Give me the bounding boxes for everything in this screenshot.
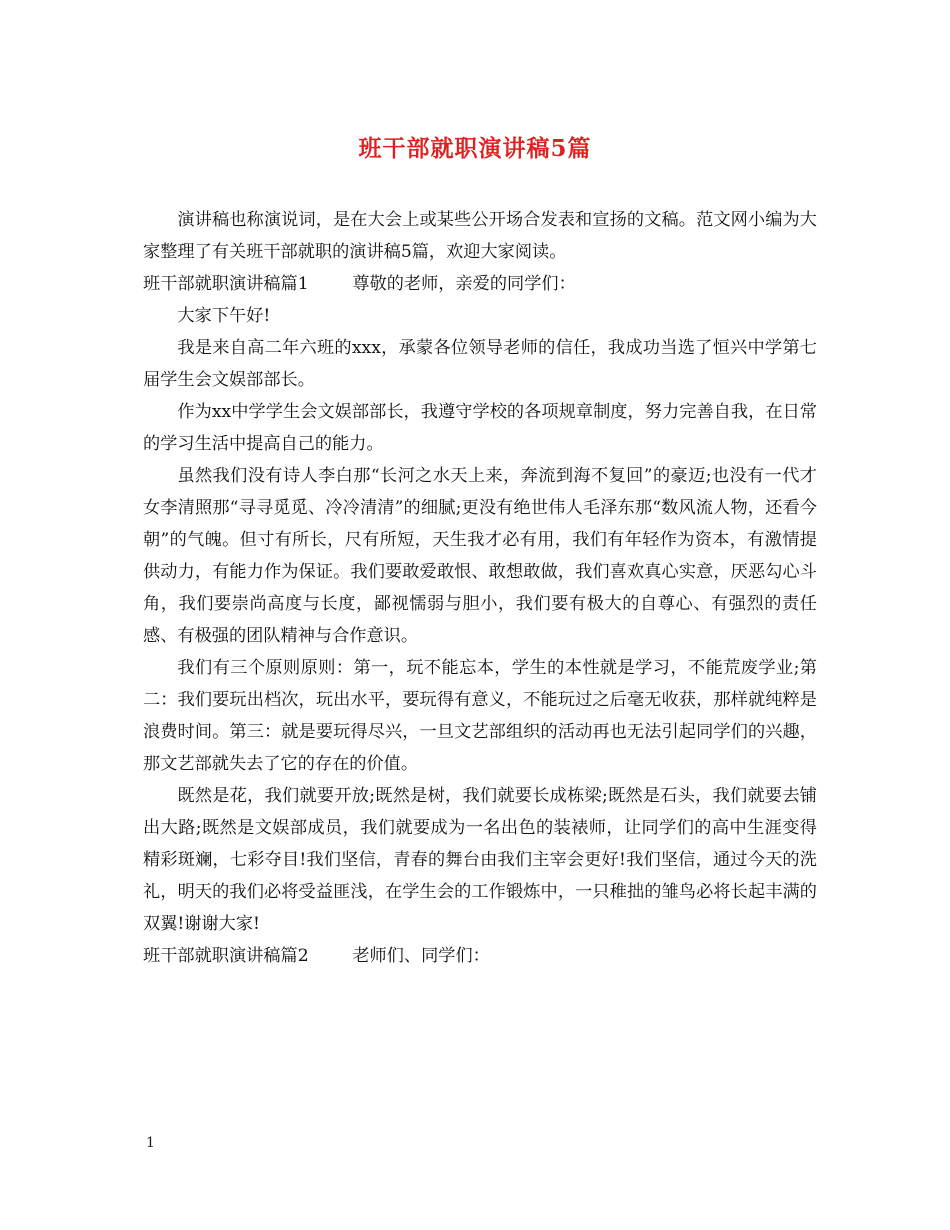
page-number: 1 [146,1135,155,1151]
section-label: 班干部就职演讲稿篇2 [143,946,309,966]
section-salutation: 老师们、同学们： [352,946,490,966]
paragraph: 虽然我们没有诗人李白那“长河之水天上来，奔流到海不复回”的豪迈;也没有一代才女李清照那“寻寻觅觅、冷冷清清”的细腻;更没有绝世伟人毛泽东那“数风流人物，还看今朝”的气魄。但寸有所长，尺有所短，天生我才必有用，我们有年轻作为资本，有激情提供动力，有能力作为保证。我们要敢爱敢恨、敢想敢做，我们喜欢真心实意，厌恶勾心斗角，我们要崇尚高度与长度，鄙视懦弱与胆小，我们要有极大的自尊心、有强烈的责任感、有极强的团队精神与合作意识。 [143,466,817,646]
paragraph: 演讲稿也称演说词，是在大会上或某些公开场合发表和宣扬的文稿。范文网小编为大家整理了有关班干部就职的演讲稿5篇，欢迎大家阅读。 [143,210,817,262]
document-title: 班干部就职演讲稿5篇 [358,135,592,162]
paragraph: 既然是花，我们就要开放;既然是树，我们就要长成栋梁;既然是石头，我们就要去铺出大路;既然是文娱部成员，我们就要成为一名出色的装裱师，让同学们的高中生涯变得精彩斑斓，七彩夺目!我们坚信，青春的舞台由我们主宰会更好!我们坚信，通过今天的洗礼，明天的我们必将受益匪浅，在学生会的工作锻炼中，一只稚拙的雏鸟必将长起丰满的双翼!谢谢大家! [143,786,817,934]
paragraph: 作为xx中学学生会文娱部部长，我遵守学校的各项规章制度，努力完善自我，在日常的学习生活中提高自己的能力。 [143,402,817,454]
section-heading [143,268,817,300]
section-heading [143,940,817,972]
paragraph: 大家下午好! [177,306,271,326]
document-body [143,204,817,972]
paragraph: 我们有三个原则原则：第一，玩不能忘本，学生的本性就是学习，不能荒废学业;第二：我们要玩出档次，玩出水平，要玩得有意义，不能玩过之后毫无收获，那样就纯粹是浪费时间。第三：就是要玩得尽兴，一旦文艺部组织的活动再也无法引起同学们的兴趣，那文艺部就失去了它的存在的价值。 [143,658,817,774]
section-salutation: 尊敬的老师，亲爱的同学们： [352,274,576,294]
section-label: 班干部就职演讲稿篇1 [143,274,309,294]
paragraph: 我是来自高二年六班的xxx，承蒙各位领导老师的信任，我成功当选了恒兴中学第七届学生会文娱部部长。 [143,338,817,390]
